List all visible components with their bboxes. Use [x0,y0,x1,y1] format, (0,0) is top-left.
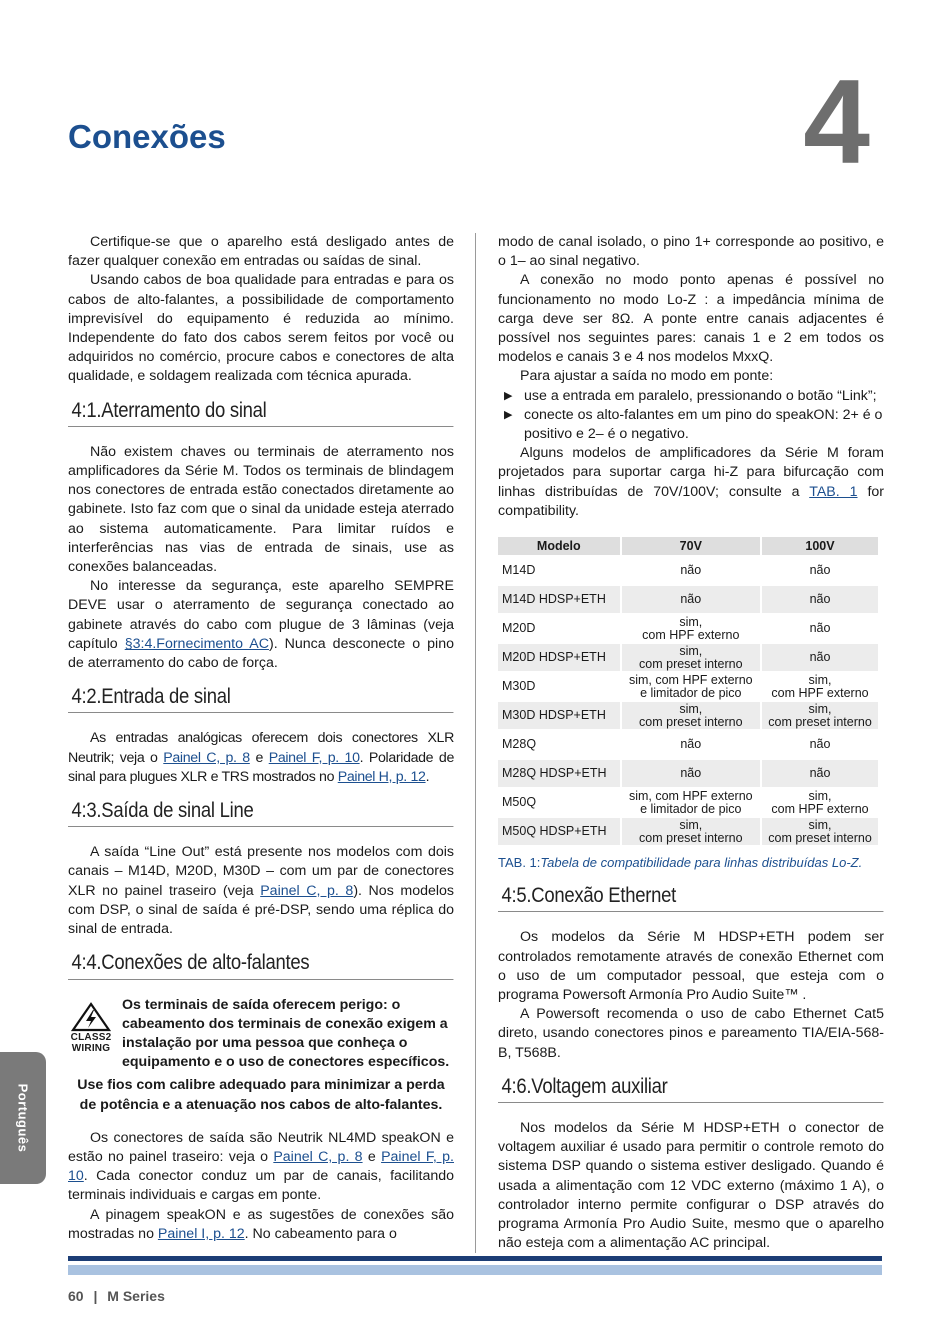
cell-model: M20D [502,621,536,636]
warning-icon-label-1: CLASS2 [70,1031,112,1043]
cell-100v: não [809,563,831,578]
ethernet-paragraph-2: A Powersoft recomenda o uso de cabo Ethernet Cat5 direto, usando conectores pinos e pareamento TIA/EIA-568-B, T568B. [498,1006,884,1061]
page-footer [68,1288,165,1304]
signal-input-paragraph: As entradas analógicas oferecem dois conectores XLR Neutrik; veja o Painel C, p. 8 e Painel F, p. 10. Polaridade de sinal para plugues XLR e TRS mostrados no Painel H, p. 12. [68,730,454,785]
cell-model: M30D [502,679,536,694]
compatibility-table [496,535,880,847]
right-column [498,233,884,1254]
link-panel-i[interactable]: Painel I, p. 12 [157,1225,245,1242]
table-row [498,818,878,845]
cell-model: M20D HDSP+ETH [498,644,620,671]
link-tab-1[interactable]: TAB. 1 [809,483,858,500]
ethernet-paragraph-1: Os modelos da Série M HDSP+ETH podem ser controlados remotamente através de conexão Ethernet com o uso de um computador pessoal, que esteja com o programa Powersoft Armonía Pro Audio Suite™ . [498,929,884,1004]
section-heading-grounding: 4:1.Aterramento do sinal [68,401,454,427]
section-heading-aux-voltage: 4:6.Voltagem auxiliar [498,1077,884,1103]
footer-bar-dark [68,1256,882,1261]
column-header-model: Modelo [498,537,620,555]
link-ac-supply[interactable]: §3:4.Fornecimento AC [124,635,269,652]
cell-70v: não [622,760,760,787]
link-panel-c-3[interactable]: Painel C, p. 8 [273,1148,363,1165]
section-heading-speaker-connections: 4:4.Conexões de alto-falantes [68,953,454,979]
language-side-tab [0,1052,46,1184]
series-name: M Series [107,1288,165,1304]
column-divider [475,233,476,1253]
table-row [498,673,878,700]
hiz-paragraph: Alguns modelos de amplificadores da Série M foram projetados para suportar carga hi-Z para bifurcação com linhas distribuídas de 70V/100V; consulte a TAB. 1 for compatibility. [498,445,885,519]
cell-100v: sim, com preset interno [762,702,878,729]
speaker-paragraph-2: A pinagem speakON e as sugestões de conexões são mostradas no Painel I, p. 12. No cabeamento para o [68,1206,454,1242]
cell-100v: sim, com HPF externo [771,788,869,816]
cell-70v: sim, com HPF externo [642,614,740,642]
lightning-triangle-icon [71,1002,111,1032]
cell-model: M50Q [502,795,537,810]
warning-icon [68,1002,114,1054]
warning-text-wire-gauge: Use fios com calibre adequado para minimizar a perda de potência e a atenuação nos cabos de alto-falantes. [77,1077,445,1113]
section-heading-signal-input: 4:2.Entrada de sinal [68,687,454,713]
cell-model: M14D [502,563,536,578]
table-header-row [498,537,878,555]
left-column [68,233,454,1244]
table-row [498,615,878,642]
table-caption: TAB. 1:Tabela de compatibilidade para linhas distribuídas Lo-Z. [498,855,863,871]
intro-paragraph-1: Certifique-se que o aparelho está desligado antes de fazer qualquer conexão em entradas ou saídas de sinal. [68,234,454,270]
language-label: Português [15,1083,31,1153]
continued-paragraph: modo de canal isolado, o pino 1+ corresponde ao positivo, e o 1– ao sinal negativo. [498,234,884,270]
table-row [498,760,878,787]
cell-100v: não [762,644,878,671]
cell-70v: não [680,737,702,752]
footer-bar-light [68,1265,882,1275]
cell-70v: não [680,563,702,578]
cell-100v: não [762,586,878,613]
table-row [498,731,878,758]
table-row [498,702,878,729]
grounding-paragraph-2: No interesse da segurança, este aparelho SEMPRE DEVE usar o aterramento de segurança conectado ao gabinete através do cabo com plugue de 3 lâminas (veja capítulo §3:4.Fornecimento AC). Nunca desconecte o pino de aterramento do cabo de força. [68,578,454,672]
cell-model: M30D HDSP+ETH [498,702,620,729]
speaker-paragraph-1: Os conectores de saída são Neutrik NL4MD speakON e estão no painel traseiro: veja o Painel C, p. 8 e Painel F, p. 10. Cada conector conduz um par de canais, facilitando terminais individuais e cargas em ponte. [68,1129,454,1204]
cell-100v: não [809,737,831,752]
link-panel-c[interactable]: Painel C, p. 8 [163,749,250,766]
cell-model: M50Q HDSP+ETH [498,818,620,845]
cell-model: M28Q [502,737,537,752]
warning-box [68,996,454,1073]
cell-100v: sim, com HPF externo [771,672,869,700]
cell-100v: não [809,621,831,636]
warning-icon-label-2: WIRING [71,1042,111,1054]
cell-70v: sim, com preset interno [622,818,760,845]
column-header-100v: 100V [762,537,878,555]
table-row [498,644,878,671]
table-row [498,557,878,584]
warning-text: Os terminais de saída oferecem perigo: o cabeamento dos terminais de conexão exigem a instalação por uma pessoa que conheça o equipamento e o uso de conectores específicos. [122,996,450,1071]
cell-70v: sim, com HPF externo e limitador de pico [628,672,753,700]
link-panel-c-2[interactable]: Painel C, p. 8 [260,882,354,899]
link-panel-h[interactable]: Painel H, p. 12 [337,768,426,785]
section-heading-line-out: 4:3.Saída de sinal Line [68,801,454,827]
link-panel-f[interactable]: Painel F, p. 10 [268,749,360,766]
link-panel-f-2[interactable]: Painel F, p. 10 [68,1148,454,1185]
page-number: 60 [68,1288,84,1304]
cell-70v: não [622,586,760,613]
list-item: ▶ use a entrada em paralelo, pressionando o botão “Link”; [498,387,884,406]
bridge-steps-list [498,387,884,445]
bridge-setup-intro: Para ajustar a saída no modo em ponte: [520,368,774,385]
bridge-paragraph: A conexão no modo ponto apenas é possível no funcionamento no modo Lo-Z : a impedância mínima de carga deve ser 8Ω. A ponte entre canais adjacentes é possível nos seguintes pares: canais 1 e 2 em todos os modelos e canais 3 e 4 nos modelos MxxQ. [498,272,884,366]
column-header-70v: 70V [622,537,760,555]
table-row [498,586,878,613]
aux-voltage-paragraph: Nos modelos da Série M HDSP+ETH o conector de voltagem auxiliar é usado para permitir o controle remoto do sistema DSP quando o sistema estiver desligado. Quando é usada a alimentação com 12 VDC externo (máximo 1 A), o controlador interno permite configurar o DSP através do programa Armonía Pro Audio Suite, mesmo que o aparelho não esteja com a alimentação AC principal. [498,1120,884,1252]
chapter-title: Conexões [68,118,226,155]
cell-100v: sim, com preset interno [762,818,878,845]
table-row [498,789,878,816]
chapter-number: 4 [803,55,870,189]
cell-model: M28Q HDSP+ETH [498,760,620,787]
section-heading-ethernet: 4:5.Conexão Ethernet [498,886,884,912]
line-out-paragraph: A saída “Line Out” está presente nos modelos com dois canais – M14D, M20D, M30D – com um par de conectores XLR no painel traseiro (veja Painel C, p. 8). Nos modelos com DSP, o sinal de saída é pré-DSP, sendo uma réplica do sinal de entrada. [68,844,454,938]
footer-separator: | [93,1288,98,1304]
cell-70v: sim, com HPF externo e limitador de pico [628,788,753,816]
intro-paragraph-2: Usando cabos de boa qualidade para entradas e para os cabos de alto-falantes, a possibilidade de comportamento imprevisível do equipamento é reduzida ao mínimo. Independente do fato dos cabos serem feitos por você ou adquiridos no comércio, procure cabos e conectores de alta qualidade, e soldagem realizada com técnica apurada. [68,272,454,385]
grounding-paragraph-1: Não existem chaves ou terminais de aterramento nos amplificadores da Série M. Todos os terminais de blindagem nos conectores de entrada estão conectados diretamente ao gabinete. Isto faz com que o sinal da unidade esteja aterrado ao sistema automaticamente. Para limitar ruídos e interferências nas vias de entrada de sinais, use as conexões balanceadas. [68,443,454,576]
cell-70v: sim, com preset interno [622,702,760,729]
cell-100v: não [762,760,878,787]
cell-70v: sim, com preset interno [622,644,760,671]
cell-model: M14D HDSP+ETH [498,586,620,613]
list-item: ▶ conecte os alto-falantes em um pino do speakON: 2+ é o positivo e 2– é o negativo. [498,406,884,444]
